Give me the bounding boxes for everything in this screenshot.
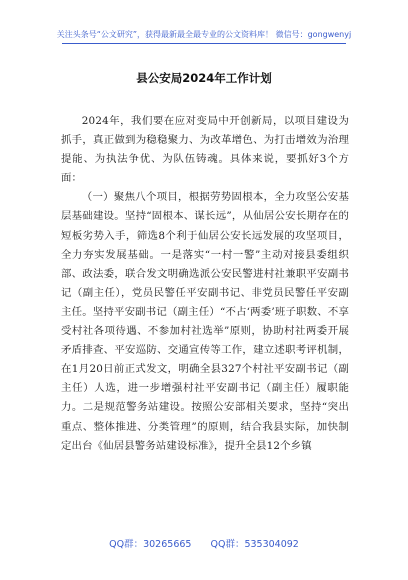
paragraph: 2024年，我们要在应对变局中开创新局，以项目建设为抓手，真正做到为稳稳聚力、为改革增色、为打击增效为治理提能、为执法争优、为队伍铸魂。具体来说，要抓好3个方面： <box>61 115 349 185</box>
document-body <box>61 112 349 456</box>
header-note: 关注头条号“公文研究”，获得最新最全最专业的公文资料库！ 微信号：gongwenyj <box>56 30 352 39</box>
paragraph: （一）聚焦八个项目，根据劳势固根本，全力攻坚公安基层基础建设。坚持“固根本、谋长远”，从仙居公安长期存在的短板劣势入手，筛选8个利于仙居公安长远发展的攻坚项目，全力夯实发展基础。一是落实“一村一警”主动对接县委组织部、政法委，联合发文明确选派公安民警进村社兼职平安副书记（副主任），党员民警任平安副书记、非党员民警任平安副主任。坚持平安副书记（副主任）“不占‘两委’班子职数、不享受村社各项待遇、不参加村社选举”原则，协助村社两委开展矛盾排查、平安巡防、交通宣传等工作，建立述职考评机制，在1月20日前正式发文，明确全县327个村社平安副书记（副主任）人选，进一步增强村社平安副书记（副主任）履职能力。二是规范警务站建设。按照公安部相关要求，坚持“突出重点、整体推进、分类管理”的原则，结合我县实际，加快制定出台《仙居县警务站建设标准》，提升全县12个乡镇 <box>61 191 349 452</box>
footer <box>0 536 408 550</box>
document-title: 县公安局2024年工作计划 <box>136 71 272 85</box>
qq-group-1: QQ群：30265665 <box>109 539 192 550</box>
qq-group-2: QQ群：535304092 <box>210 539 299 550</box>
header-divider <box>62 43 346 44</box>
